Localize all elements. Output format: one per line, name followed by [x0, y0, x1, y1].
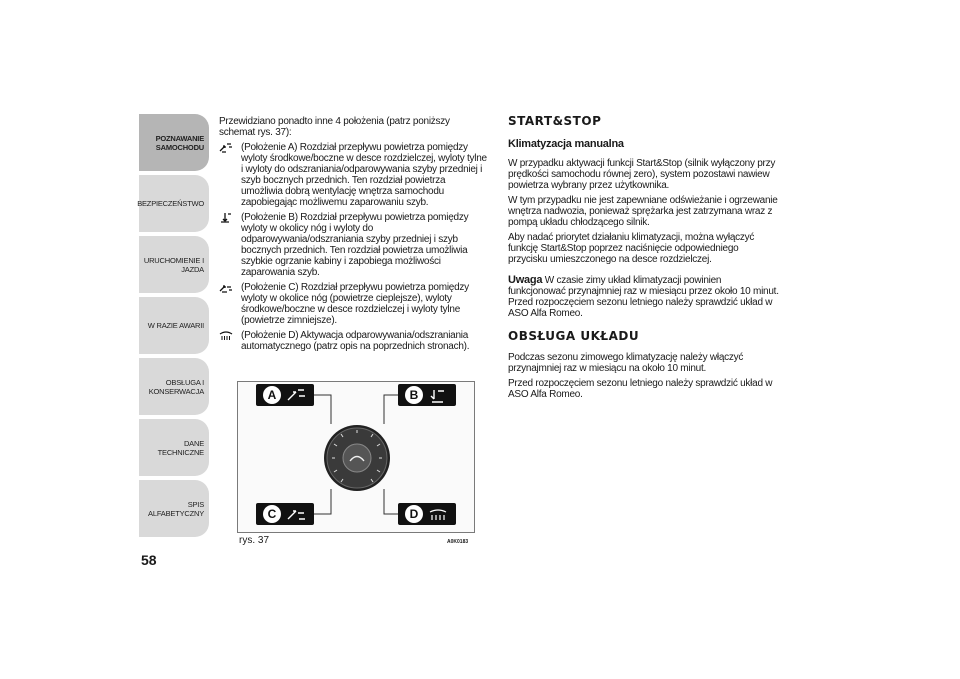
- figure-climate-panel: [237, 381, 475, 533]
- tab-w-razie-awarii[interactable]: W RAZIE AWARII: [139, 297, 209, 354]
- right-column: [508, 116, 780, 404]
- tab-obsluga-i-konserwacja[interactable]: OBSŁUGA I KONSERWACJA: [139, 358, 209, 415]
- paragraph-3: Aby nadać priorytet działaniu klimatyzacji, można wyłączyć funkcję Start&Stop poprzez naciśnięcie odpowiedniego przycisku umieszczonego na desce rozdzielczej.: [508, 232, 755, 265]
- position-d-text: (Położenie D) Aktywacja odparowywania/odszraniania automatycznego (patrz opis na poprzednich stronach).: [241, 330, 470, 352]
- tab-poznawanie-samochodu[interactable]: POZNAWANIE SAMOCHODU: [139, 114, 209, 171]
- note-text: W czasie zimy układ klimatyzacji powinien funkcjonować przynajmniej raz w miesiącu przez około 10 minut. Przed rozpoczęciem sezonu letniego należy sprawdzić układ w ASO Alfa Romeo.: [508, 275, 779, 319]
- paragraph-2: W tym przypadku nie jest zapewniane odświeżanie i ogrzewanie wnętrza nadwozia, ponieważ sprężarka jest zatrzymana wraz z pompą układu chłodzącego silnik.: [508, 195, 778, 228]
- page-number: 58: [141, 552, 157, 568]
- intro-paragraph: Przewidziano ponadto inne 4 położenia (patrz poniższy schemat rys. 37):: [219, 116, 450, 138]
- position-a-text: (Położenie A) Rozdział przepływu powietrza pomiędzy wyloty środkowe/boczne w desce rozdzielczej, wyloty tylne i wyloty do odszraniania/odparowywania szyby przedniej i szyb bocznych przednich. Ten rozdział powietrza umożliwia dobrą wentylację wnętrza samochodu zapobiegając możliwemu zaparowaniu szyb.: [241, 142, 487, 208]
- position-b-entry: [219, 212, 487, 278]
- climate-panel-diagram: [238, 382, 474, 532]
- figure-code: A0K0183: [447, 539, 469, 545]
- position-a-entry: [219, 142, 487, 208]
- position-c-text: (Położenie C) Rozdział przepływu powietrza pomiędzy wyloty w okolice nóg (powietrze cieplejsze), wyloty środkowe/boczne w desce rozdzielczej i wyloty tylne (powietrze zimniejsze).: [241, 282, 469, 326]
- tab-bezpieczenstwo[interactable]: BEZPIECZEŃSTWO: [139, 175, 209, 232]
- figure-caption: rys. 37: [239, 535, 270, 546]
- section-title-start-stop: START&STOP: [508, 114, 602, 128]
- figure-label-b: B: [409, 388, 419, 402]
- paragraph-1: W przypadku aktywacji funkcji Start&Stop (silnik wyłączony przy prędkości samochodu równej zero), system pozostawi nawiew powietrza wybrany przez użytkownika.: [508, 158, 776, 191]
- chapter-sidebar: [139, 114, 209, 541]
- position-c-entry: [219, 282, 487, 326]
- position-b-text: (Położenie B) Rozdział przepływu powietrza pomiędzy wyloty w okolicy nóg i wyloty do odparowywania/odszraniania szyby przedniej i szyb bocznych przednich. Ten rozdział powietrza umożliwia szybkie ogrzanie kabiny i zapobiega możliwości zaparowania szyb.: [241, 212, 469, 278]
- airflow-a-icon: [219, 142, 241, 208]
- tab-dane-techniczne[interactable]: DANE TECHNICZNE: [139, 419, 209, 476]
- figure-label-d: D: [409, 507, 419, 521]
- section2-paragraph-1: Podczas sezonu zimowego klimatyzację należy włączyć przynajmniej raz w miesiącu na około 10 minut.: [508, 352, 744, 374]
- section2-paragraph-2: Przed rozpoczęciem sezonu letniego należy sprawdzić układ w ASO Alfa Romeo.: [508, 378, 773, 400]
- tab-spis-alfabetyczny[interactable]: SPIS ALFABETYCZNY: [139, 480, 209, 537]
- defrost-d-icon: [219, 330, 241, 352]
- left-column: [219, 116, 487, 356]
- tab-uruchomienie-i-jazda[interactable]: URUCHOMIENIE I JAZDA: [139, 236, 209, 293]
- figure-label-c: C: [267, 507, 277, 521]
- figure-label-a: A: [267, 388, 277, 402]
- subsection-title-manual-ac: Klimatyzacja manualna: [508, 138, 624, 150]
- airflow-b-icon: [219, 212, 241, 278]
- airflow-c-icon: [219, 282, 241, 326]
- position-d-entry: [219, 330, 487, 352]
- section-title-obsluga: OBSŁUGA UKŁADU: [508, 329, 640, 343]
- note-paragraph: [508, 275, 780, 319]
- note-label: Uwaga: [508, 274, 543, 286]
